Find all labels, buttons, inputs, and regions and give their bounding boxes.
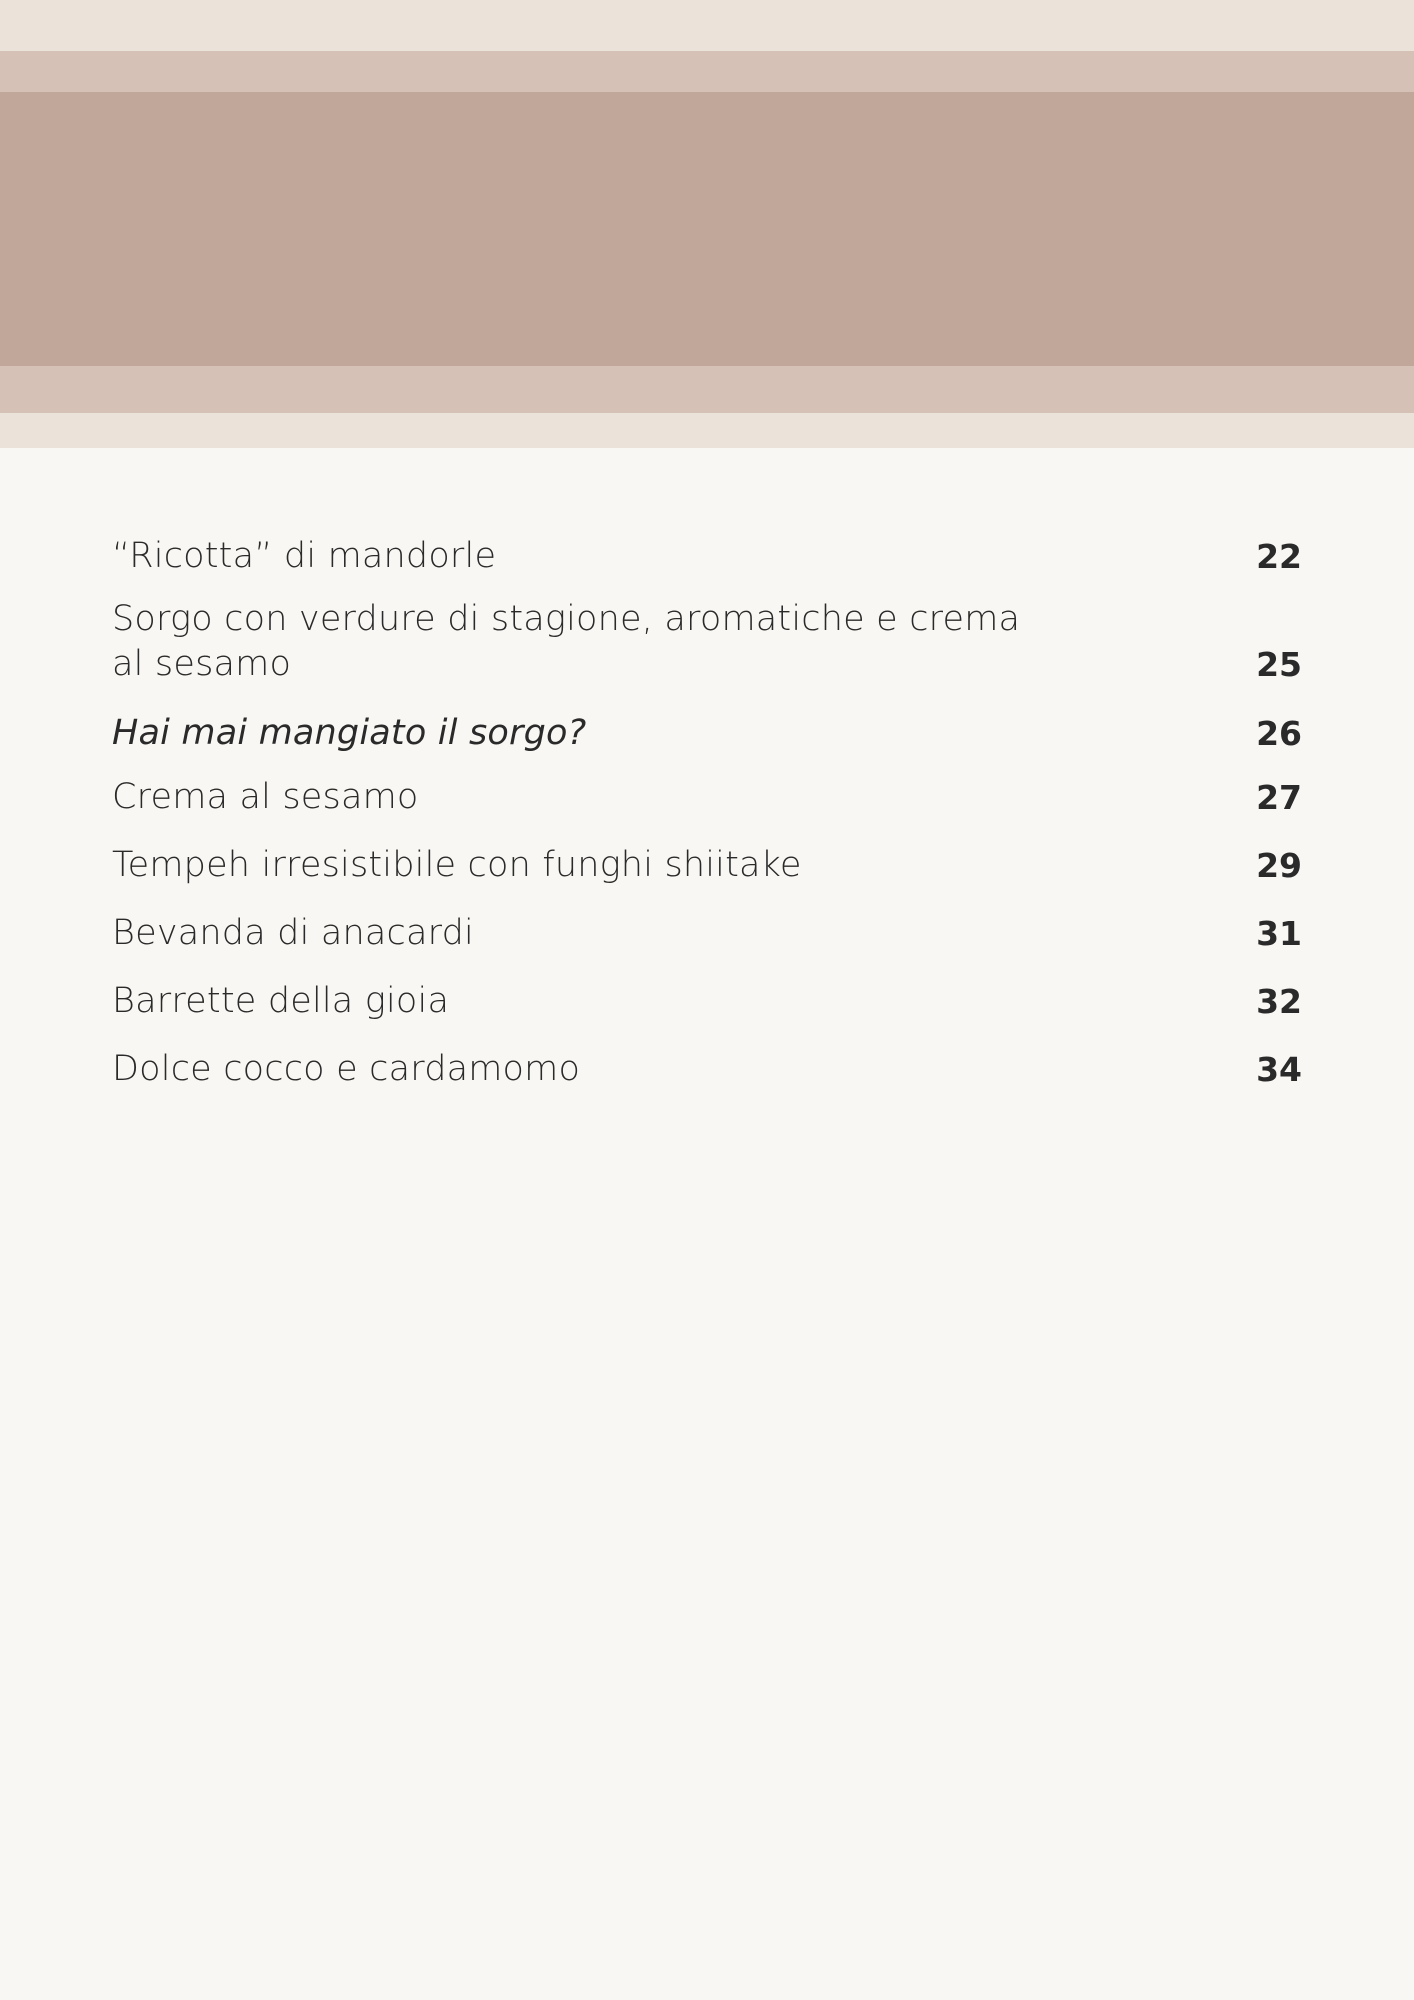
toc-entry-page: 25: [1256, 645, 1302, 684]
toc-entry-page: 29: [1256, 846, 1302, 885]
toc-entry[interactable]: [112, 843, 1302, 888]
toc-entry[interactable]: [112, 534, 1302, 579]
toc-entry[interactable]: [112, 1047, 1302, 1092]
toc-entry[interactable]: [112, 911, 1302, 956]
toc-entry-title: Crema al sesamo: [112, 777, 419, 817]
toc-entry-page: 22: [1256, 537, 1302, 576]
toc-entry[interactable]: [112, 775, 1302, 820]
toc-entry[interactable]: [112, 979, 1302, 1024]
toc-entry-title: Hai mai mangiato il sorgo?: [112, 713, 587, 753]
toc-entry-title: “Ricotta” di mandorle: [112, 536, 497, 576]
toc-entry-page: 26: [1256, 714, 1302, 753]
toc-entry-page: 34: [1256, 1050, 1302, 1089]
toc-entry-page: 27: [1256, 778, 1302, 817]
header-band-inner: [0, 92, 1414, 366]
toc-entry[interactable]: [112, 711, 1302, 756]
toc-entry-title: Barrette della gioia: [112, 981, 450, 1021]
toc-entry-page: 31: [1256, 914, 1302, 953]
toc-entry-title: Bevanda di anacardi: [112, 913, 474, 953]
toc-entry-title: Dolce cocco e cardamomo: [112, 1049, 581, 1089]
table-of-contents: [112, 534, 1302, 1092]
toc-entry[interactable]: [112, 597, 1302, 687]
toc-entry-page: 32: [1256, 982, 1302, 1021]
toc-entry-title: Sorgo con verdure di stagione, aromatiche e crema al sesamo: [112, 599, 1021, 684]
toc-entry-title: Tempeh irresistibile con funghi shiitake: [112, 845, 802, 885]
